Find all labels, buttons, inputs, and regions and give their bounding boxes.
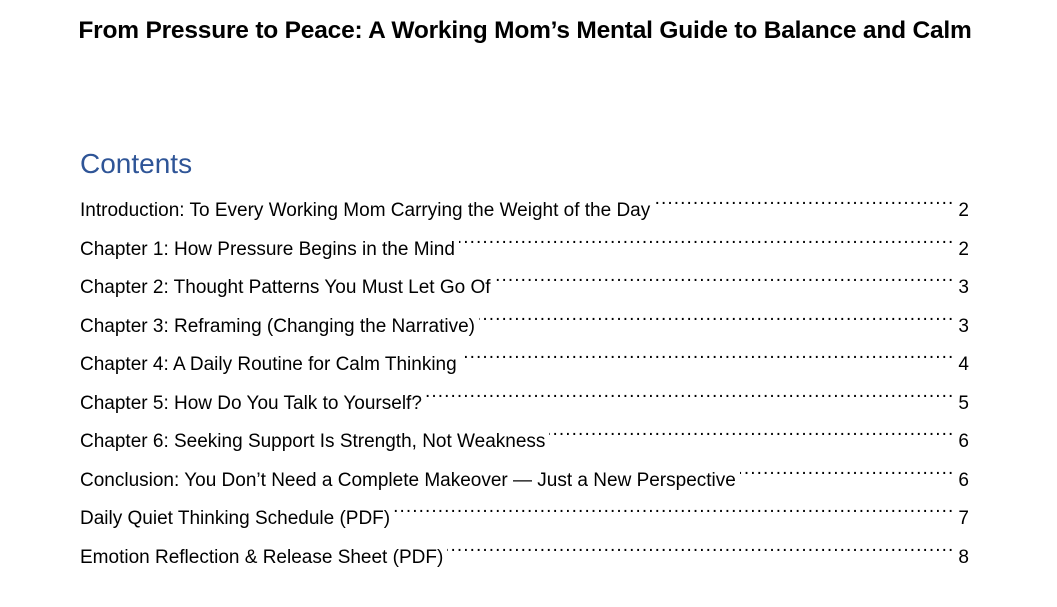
toc-page-number[interactable]: 6: [958, 469, 969, 491]
toc-entry-title[interactable]: Daily Quiet Thinking Schedule (PDF): [80, 508, 391, 529]
toc-dot-leader: [479, 298, 954, 332]
toc-entry-title[interactable]: Chapter 6: Seeking Support Is Strength, Not Weakness: [80, 431, 546, 452]
toc-page-number[interactable]: 5: [958, 392, 969, 414]
toc-dot-leader: [394, 490, 954, 524]
toc-heading: Contents: [80, 148, 193, 179]
toc-entry-title[interactable]: Chapter 3: Reframing (Changing the Narrative): [80, 315, 475, 337]
document-title: From Pressure to Peace: A Working Mom’s Mental Guide to Balance and Calm: [78, 17, 972, 44]
toc-page-number[interactable]: 3: [958, 315, 969, 337]
toc-entry-introduction[interactable]: [80, 182, 969, 221]
table-of-contents: [80, 182, 969, 567]
toc-dot-leader: [426, 375, 955, 409]
toc-page-number[interactable]: 7: [958, 508, 969, 529]
toc-page-number[interactable]: 2: [958, 238, 969, 260]
toc-dot-leader: [461, 336, 955, 370]
toc-page-number[interactable]: 2: [958, 200, 969, 221]
toc-dot-leader: [495, 259, 955, 293]
toc-dot-leader: [654, 182, 954, 216]
toc-dot-leader: [740, 452, 955, 486]
toc-entry-title[interactable]: Emotion Reflection & Release Sheet (PDF): [80, 546, 444, 568]
toc-entry-title[interactable]: Introduction: To Every Working Mom Carrying the Weight of the Day: [80, 200, 651, 221]
toc-entry-title[interactable]: Chapter 5: How Do You Talk to Yourself?: [80, 392, 422, 414]
toc-page-number[interactable]: 8: [958, 546, 969, 568]
toc-dot-leader: [447, 529, 954, 563]
toc-page-number[interactable]: 4: [958, 354, 969, 375]
toc-dot-leader: [459, 221, 955, 255]
toc-entry-title[interactable]: Conclusion: You Don’t Need a Complete Makeover — Just a New Perspective: [80, 469, 736, 491]
toc-page-number[interactable]: 6: [958, 431, 969, 452]
toc-entry-title[interactable]: Chapter 1: How Pressure Begins in the Mind: [80, 238, 455, 260]
toc-entry-title[interactable]: Chapter 4: A Daily Routine for Calm Thinking: [80, 354, 457, 375]
toc-dot-leader: [549, 413, 954, 447]
toc-entry-title[interactable]: Chapter 2: Thought Patterns You Must Let Go Of: [80, 277, 491, 298]
toc-page-number[interactable]: 3: [958, 277, 969, 298]
